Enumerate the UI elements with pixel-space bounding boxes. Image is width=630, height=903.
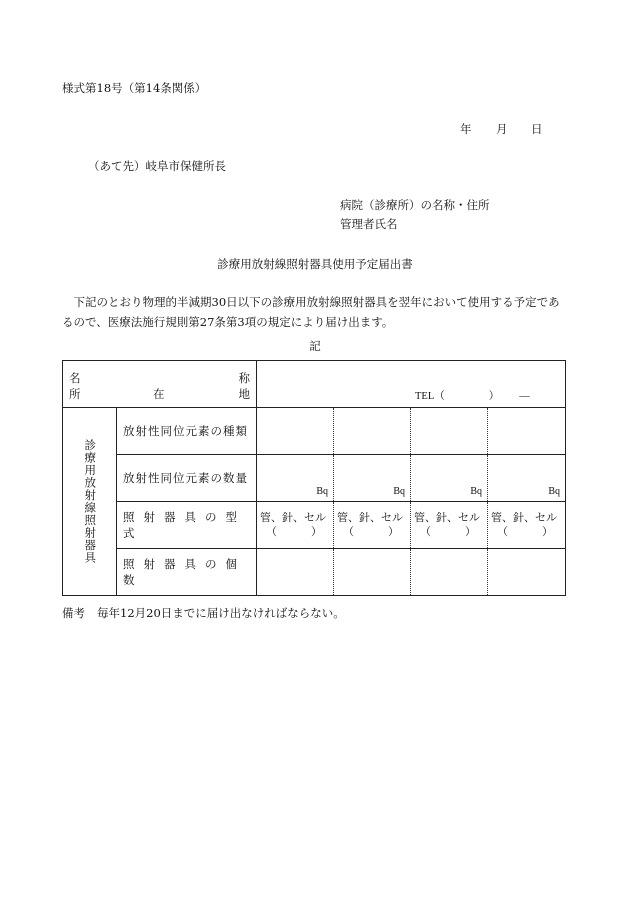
paren-close: ）	[542, 525, 553, 538]
paren-close: ）	[388, 525, 399, 538]
device-type-cell-4[interactable]	[488, 502, 566, 549]
tel-dash: —	[519, 391, 530, 402]
device-type-cell-1[interactable]	[257, 502, 334, 549]
isotope-amount-cell-2[interactable]	[334, 455, 411, 502]
isotope-amount-cell-4[interactable]	[488, 455, 566, 502]
device-type-label: 照射器具の型式	[117, 502, 257, 549]
paren-open: （	[420, 525, 431, 538]
isotope-amount-label: 放射性同位元素の数量	[117, 455, 257, 502]
device-count-cell-3[interactable]	[411, 549, 488, 596]
device-type-cell-3[interactable]	[411, 502, 488, 549]
side-label: 診療用放射線照射器具	[83, 439, 98, 564]
remarks-text: 毎年12月20日までに届け出なければならない。	[97, 606, 345, 620]
isotope-amount-cell-1[interactable]	[257, 455, 334, 502]
device-count-cell-4[interactable]	[488, 549, 566, 596]
body-text: 下記のとおり物理的半減期30日以下の診療用放射線照射器具を翌年において使用する予定であるので、医療法施行規則第27条第3項の規定により届け出ます。	[62, 295, 560, 329]
paren-close: ）	[465, 525, 476, 538]
date-month-label: 月	[496, 122, 508, 136]
device-count-cell-1[interactable]	[257, 549, 334, 596]
tel-label: TEL（	[415, 391, 445, 402]
hospital-name-address-label: 病院（診療所）の名称・住所	[340, 198, 490, 212]
device-type-row	[63, 502, 566, 549]
tel-field	[415, 388, 530, 403]
address-label-char-3: 地	[238, 387, 250, 401]
name-address-row	[63, 361, 566, 408]
device-count-label: 照射器具の個数	[117, 549, 257, 596]
bq-unit: Bq	[316, 486, 328, 497]
date-day-label: 日	[531, 122, 543, 136]
isotope-type-cell-1[interactable]	[257, 408, 334, 455]
device-type-cell-2[interactable]	[334, 502, 411, 549]
isotope-type-cell-4[interactable]	[488, 408, 566, 455]
type-options: 管、針、セル	[337, 511, 403, 524]
type-parentheses	[260, 525, 322, 539]
remarks-label: 備考	[62, 606, 85, 620]
side-label-cell	[63, 408, 117, 596]
isotope-type-row	[63, 408, 566, 455]
type-parentheses	[337, 525, 399, 539]
paren-open: （	[497, 525, 508, 538]
isotope-amount-row	[63, 455, 566, 502]
manager-name-label: 管理者氏名	[340, 217, 398, 231]
paren-close: ）	[311, 525, 322, 538]
paren-open: （	[343, 525, 354, 538]
device-count-cell-2[interactable]	[334, 549, 411, 596]
isotope-type-cell-3[interactable]	[411, 408, 488, 455]
document-title: 診療用放射線照射器具使用予定届出書	[217, 257, 413, 271]
isotope-type-cell-2[interactable]	[334, 408, 411, 455]
name-label-char-2: 称	[238, 371, 250, 385]
addressee: （あて先）岐阜市保健所長	[88, 159, 226, 173]
remarks	[62, 605, 345, 621]
name-address-field[interactable]	[257, 361, 566, 408]
tel-close-paren: ）	[488, 391, 500, 402]
type-options: 管、針、セル	[414, 511, 480, 524]
bq-unit: Bq	[393, 486, 405, 497]
device-count-row	[63, 549, 566, 596]
type-options: 管、針、セル	[491, 511, 557, 524]
type-parentheses	[414, 525, 476, 539]
address-label-char-2: 在	[153, 387, 165, 401]
name-label-char-1: 名	[69, 371, 81, 385]
ki-heading: 記	[309, 339, 321, 353]
paren-open: （	[266, 525, 277, 538]
type-options: 管、針、セル	[260, 511, 326, 524]
date-year-label: 年	[460, 122, 472, 136]
isotope-type-label: 放射性同位元素の種類	[117, 408, 257, 455]
form-number: 様式第18号（第14条関係）	[62, 81, 207, 95]
body-paragraph	[62, 292, 567, 332]
name-address-label	[63, 361, 257, 408]
address-label-char-1: 所	[69, 387, 81, 401]
bq-unit: Bq	[470, 486, 482, 497]
device-usage-table	[62, 360, 566, 596]
bq-unit: Bq	[548, 486, 560, 497]
type-parentheses	[491, 525, 553, 539]
isotope-amount-cell-3[interactable]	[411, 455, 488, 502]
